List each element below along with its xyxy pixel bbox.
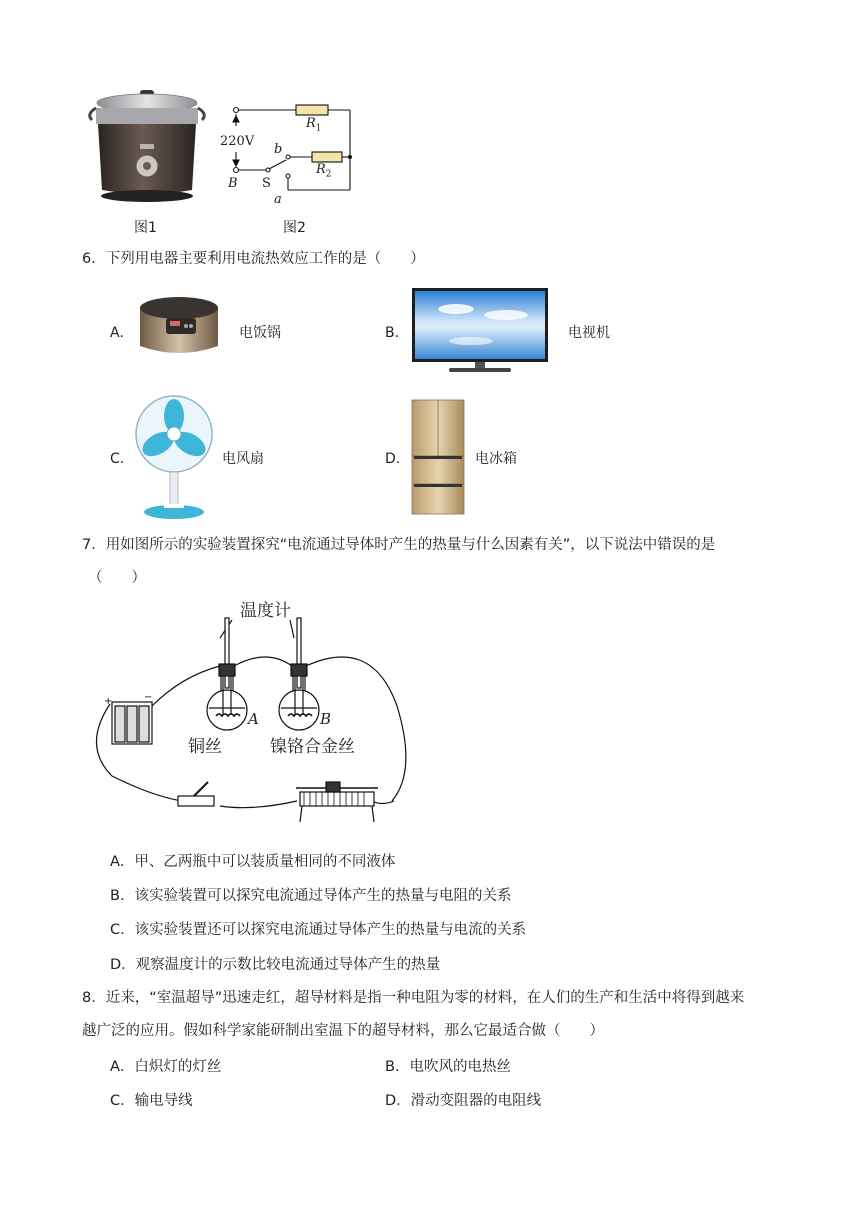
r1-label bbox=[306, 116, 322, 134]
voltage-label: 220V bbox=[220, 134, 255, 149]
q6-option-c-label: 电风扇 bbox=[222, 451, 264, 467]
q8-option-b: B．电吹风的电热丝 bbox=[385, 1059, 511, 1075]
q7-stem-line1: 7．用如图所示的实验装置探究“电流通过导体时产生的热量与什么因素有关”，以下说法中错误的是 bbox=[82, 537, 716, 553]
figure-1-slow-cooker bbox=[82, 86, 212, 208]
q7-option-c: C．该实验装置还可以探究电流通过导体产生的热量与电流的关系 bbox=[110, 922, 527, 938]
q6-option-b-letter: B. bbox=[385, 325, 400, 341]
q6-option-d-letter: D. bbox=[385, 451, 401, 467]
svg-text:−: − bbox=[144, 692, 153, 703]
nichrome-wire-label: 镍铬合金丝 bbox=[270, 737, 355, 757]
copper-wire-label: 铜丝 bbox=[188, 737, 222, 757]
figure-2-circuit bbox=[214, 96, 364, 206]
q7-option-d: D．观察温度计的示数比较电流通过导体产生的热量 bbox=[110, 957, 441, 973]
svg-text:+: + bbox=[104, 696, 113, 707]
r2-sub: 2 bbox=[325, 169, 332, 180]
q6-option-b-label: 电视机 bbox=[568, 325, 610, 341]
r2-main: R bbox=[316, 162, 326, 177]
thermometer-label: 温度计 bbox=[240, 601, 291, 621]
q6-option-d-label: 电冰箱 bbox=[475, 451, 517, 467]
q7-experiment-figure bbox=[82, 596, 412, 840]
refrigerator-icon bbox=[410, 398, 466, 518]
rice-cooker-icon bbox=[134, 288, 224, 360]
flask-b-label: B bbox=[320, 710, 332, 728]
q8-option-a: A．白炽灯的灯丝 bbox=[110, 1059, 222, 1075]
q6-option-a-label: 电饭锅 bbox=[239, 325, 281, 341]
figure-2-caption: 图2 bbox=[283, 220, 306, 236]
r2-label bbox=[316, 162, 332, 180]
q8-stem-line2: 越广泛的应用。假如科学家能研制出室温下的超导材料，那么它最适合做（ ） bbox=[82, 1023, 604, 1039]
figure-1-caption: 图1 bbox=[134, 220, 157, 236]
q6-stem: 6．下列用电器主要利用电流热效应工作的是（ ） bbox=[82, 251, 425, 267]
q7-stem-line2: （ ） bbox=[88, 570, 146, 586]
electric-fan-icon bbox=[132, 392, 216, 522]
television-icon bbox=[411, 287, 549, 377]
switch-label: S bbox=[262, 176, 271, 191]
q8-option-d: D．滑动变阻器的电阻线 bbox=[385, 1093, 542, 1109]
r1-sub: 1 bbox=[315, 123, 322, 134]
q8-option-c: C．输电导线 bbox=[110, 1093, 193, 1109]
q7-option-b: B．该实验装置可以探究电流通过导体产生的热量与电阻的关系 bbox=[110, 888, 512, 904]
node-a-label: a bbox=[274, 192, 282, 207]
r1-main: R bbox=[306, 116, 316, 131]
q8-stem-line1: 8．近来，“室温超导”迅速走红，超导材料是指一种电阻为零的材料，在人们的生产和生活中将得到越来 bbox=[82, 990, 745, 1006]
flask-a-label: A bbox=[248, 710, 259, 728]
q7-option-a: A．甲、乙两瓶中可以装质量相同的不同液体 bbox=[110, 854, 396, 870]
node-b-label: b bbox=[274, 142, 283, 157]
q6-option-c-letter: C. bbox=[110, 451, 125, 467]
node-B-label: B bbox=[228, 176, 238, 191]
q6-option-a-letter: A. bbox=[110, 325, 124, 341]
